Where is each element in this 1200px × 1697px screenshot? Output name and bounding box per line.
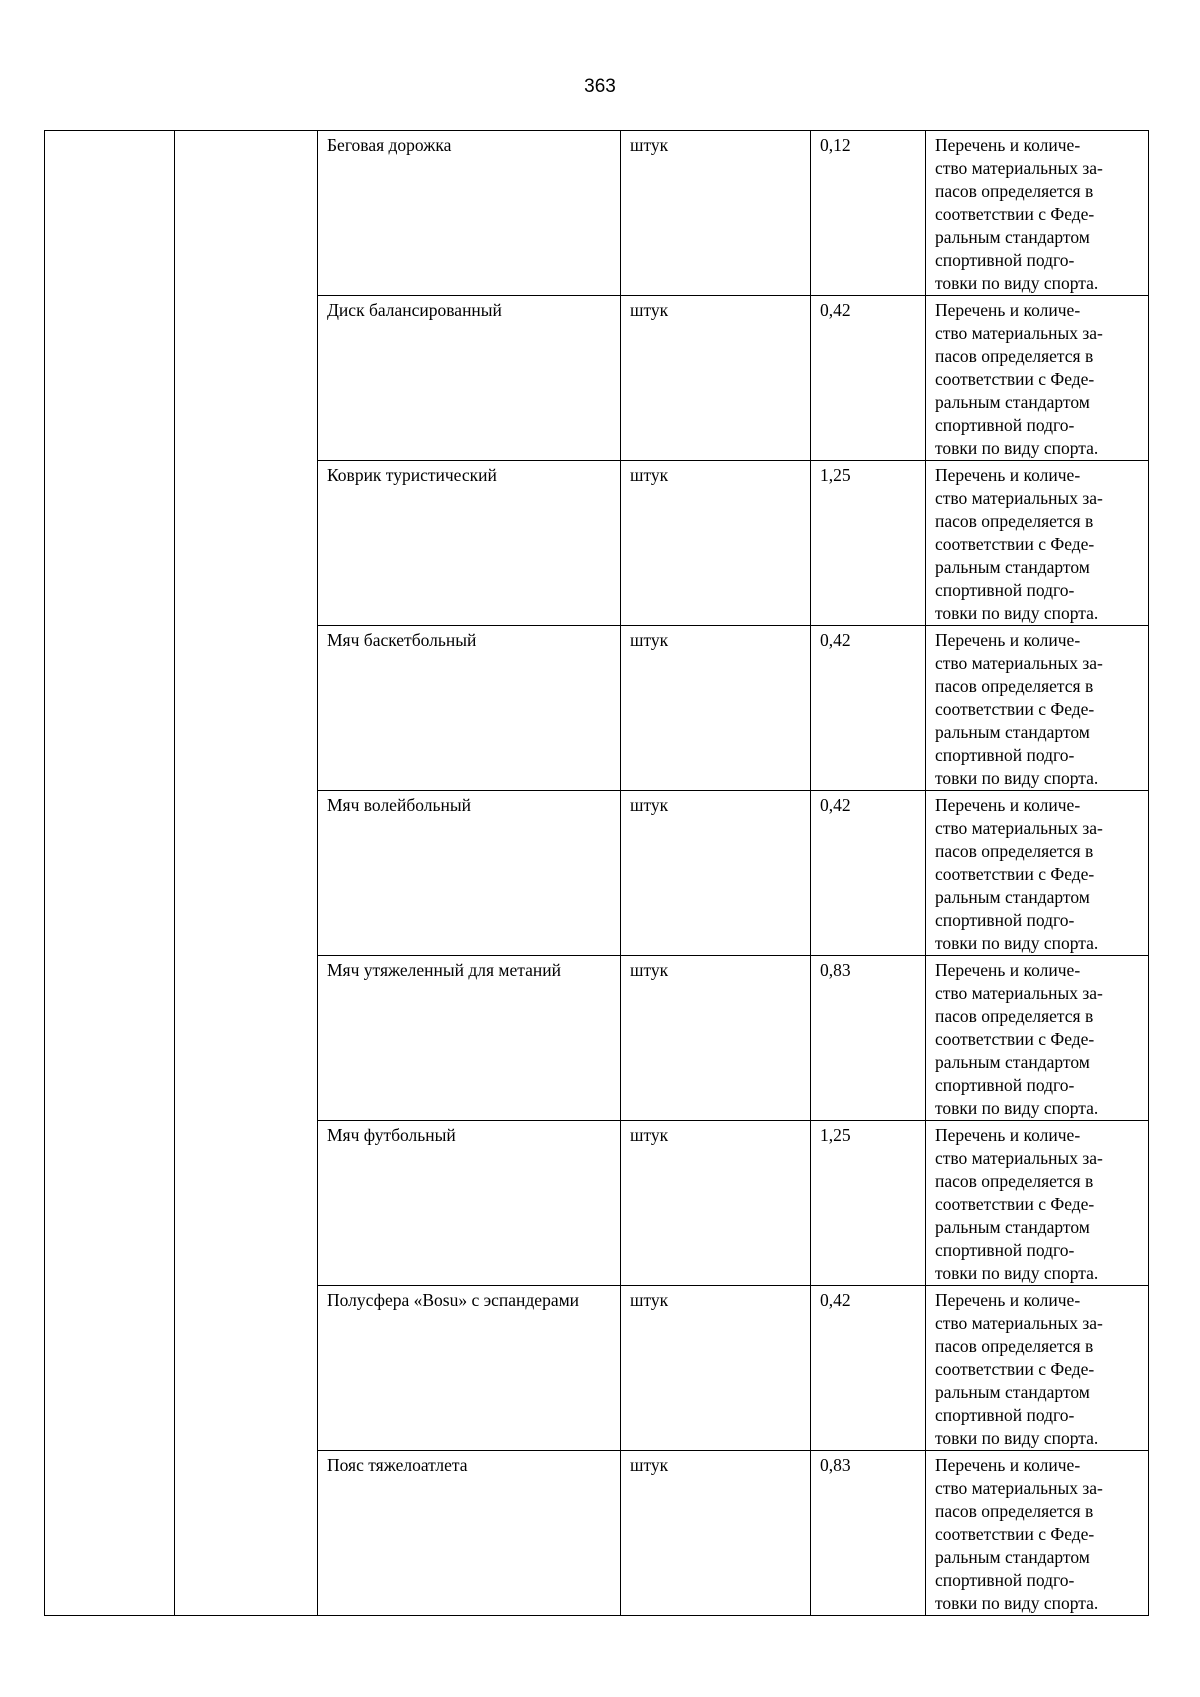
table-body <box>45 131 1149 1616</box>
quantity-cell: 1,25 <box>811 1121 926 1286</box>
quantity-cell: 0,42 <box>811 1286 926 1451</box>
page-number: 363 <box>584 76 616 97</box>
note-cell <box>926 626 1149 791</box>
item-name-cell: Диск балансированный <box>318 296 621 461</box>
note-line: Перечень и количе- <box>935 960 1081 980</box>
note-line: спортивной подго- <box>935 1570 1075 1590</box>
note-line: товки по виду спорта. <box>935 1263 1099 1283</box>
note-line: товки по виду спорта. <box>935 768 1099 788</box>
note-line: спортивной подго- <box>935 415 1075 435</box>
note-line: Перечень и количе- <box>935 1125 1081 1145</box>
note-line: соответствии с Феде- <box>935 699 1095 719</box>
quantity-cell: 0,42 <box>811 626 926 791</box>
unit-cell: штук <box>621 131 811 296</box>
item-name-cell: Беговая дорожка <box>318 131 621 296</box>
note-line: ральным стандартом <box>935 722 1090 742</box>
note-line: Перечень и количе- <box>935 465 1081 485</box>
note-line: ство материальных за- <box>935 1478 1103 1498</box>
unit-cell: штук <box>621 461 811 626</box>
note-line: пасов определяется в <box>935 676 1094 696</box>
note-line: пасов определяется в <box>935 511 1094 531</box>
note-line: спортивной подго- <box>935 1405 1075 1425</box>
note-line: Перечень и количе- <box>935 1455 1081 1475</box>
empty-cell-2 <box>175 131 318 1616</box>
item-name-cell: Мяч волейбольный <box>318 791 621 956</box>
note-line: ство материальных за- <box>935 983 1103 1003</box>
note-line: соответствии с Феде- <box>935 1029 1095 1049</box>
item-name-cell: Пояс тяжелоатлета <box>318 1451 621 1616</box>
quantity-cell: 0,83 <box>811 956 926 1121</box>
note-line: спортивной подго- <box>935 580 1075 600</box>
unit-cell: штук <box>621 791 811 956</box>
note-line: ральным стандартом <box>935 557 1090 577</box>
note-line: ральным стандартом <box>935 1547 1090 1567</box>
quantity-cell: 0,12 <box>811 131 926 296</box>
quantity-cell: 0,83 <box>811 1451 926 1616</box>
item-name-cell: Мяч футбольный <box>318 1121 621 1286</box>
note-line: соответствии с Феде- <box>935 1359 1095 1379</box>
note-line: товки по виду спорта. <box>935 438 1099 458</box>
note-line: Перечень и количе- <box>935 135 1081 155</box>
quantity-cell: 0,42 <box>811 296 926 461</box>
note-cell <box>926 296 1149 461</box>
note-cell <box>926 461 1149 626</box>
note-line: спортивной подго- <box>935 745 1075 765</box>
unit-cell: штук <box>621 626 811 791</box>
note-line: ство материальных за- <box>935 488 1103 508</box>
unit-cell: штук <box>621 296 811 461</box>
note-line: товки по виду спорта. <box>935 1593 1099 1613</box>
note-cell <box>926 791 1149 956</box>
note-line: ство материальных за- <box>935 818 1103 838</box>
quantity-cell: 1,25 <box>811 461 926 626</box>
note-line: товки по виду спорта. <box>935 1098 1099 1118</box>
unit-cell: штук <box>621 1121 811 1286</box>
note-line: пасов определяется в <box>935 841 1094 861</box>
note-line: соответствии с Феде- <box>935 534 1095 554</box>
note-line: ство материальных за- <box>935 1148 1103 1168</box>
note-line: ство материальных за- <box>935 323 1103 343</box>
note-line: ральным стандартом <box>935 887 1090 907</box>
note-line: товки по виду спорта. <box>935 933 1099 953</box>
note-line: ральным стандартом <box>935 1217 1090 1237</box>
unit-cell: штук <box>621 1286 811 1451</box>
empty-cell-1 <box>45 131 175 1616</box>
note-cell <box>926 1451 1149 1616</box>
note-line: пасов определяется в <box>935 1171 1094 1191</box>
note-line: соответствии с Феде- <box>935 369 1095 389</box>
note-line: Перечень и количе- <box>935 300 1081 320</box>
note-line: соответствии с Феде- <box>935 1524 1095 1544</box>
note-line: спортивной подго- <box>935 910 1075 930</box>
note-cell <box>926 131 1149 296</box>
note-line: спортивной подго- <box>935 250 1075 270</box>
note-line: соответствии с Феде- <box>935 864 1095 884</box>
item-name-cell: Полусфера «Bosu» с эспандерами <box>318 1286 621 1451</box>
note-line: ство материальных за- <box>935 158 1103 178</box>
note-line: ральным стандартом <box>935 1382 1090 1402</box>
note-line: ральным стандартом <box>935 1052 1090 1072</box>
note-line: пасов определяется в <box>935 346 1094 366</box>
note-line: соответствии с Феде- <box>935 204 1095 224</box>
note-line: пасов определяется в <box>935 1336 1094 1356</box>
note-line: товки по виду спорта. <box>935 273 1099 293</box>
note-line: ральным стандартом <box>935 392 1090 412</box>
note-line: ство материальных за- <box>935 1313 1103 1333</box>
note-line: товки по виду спорта. <box>935 1428 1099 1448</box>
note-line: ральным стандартом <box>935 227 1090 247</box>
note-line: спортивной подго- <box>935 1075 1075 1095</box>
note-line: Перечень и количе- <box>935 630 1081 650</box>
note-line: товки по виду спорта. <box>935 603 1099 623</box>
note-line: пасов определяется в <box>935 1006 1094 1026</box>
note-line: ство материальных за- <box>935 653 1103 673</box>
note-line: пасов определяется в <box>935 181 1094 201</box>
note-cell <box>926 1286 1149 1451</box>
note-cell <box>926 956 1149 1121</box>
note-line: Перечень и количе- <box>935 795 1081 815</box>
item-name-cell: Мяч баскетбольный <box>318 626 621 791</box>
note-line: Перечень и количе- <box>935 1290 1081 1310</box>
quantity-cell: 0,42 <box>811 791 926 956</box>
note-cell <box>926 1121 1149 1286</box>
item-name-cell: Коврик туристический <box>318 461 621 626</box>
note-line: пасов определяется в <box>935 1501 1094 1521</box>
item-name-cell: Мяч утяжеленный для метаний <box>318 956 621 1121</box>
note-line: соответствии с Феде- <box>935 1194 1095 1214</box>
equipment-table <box>44 130 1149 1616</box>
unit-cell: штук <box>621 1451 811 1616</box>
unit-cell: штук <box>621 956 811 1121</box>
table-row <box>45 131 1149 296</box>
note-line: спортивной подго- <box>935 1240 1075 1260</box>
